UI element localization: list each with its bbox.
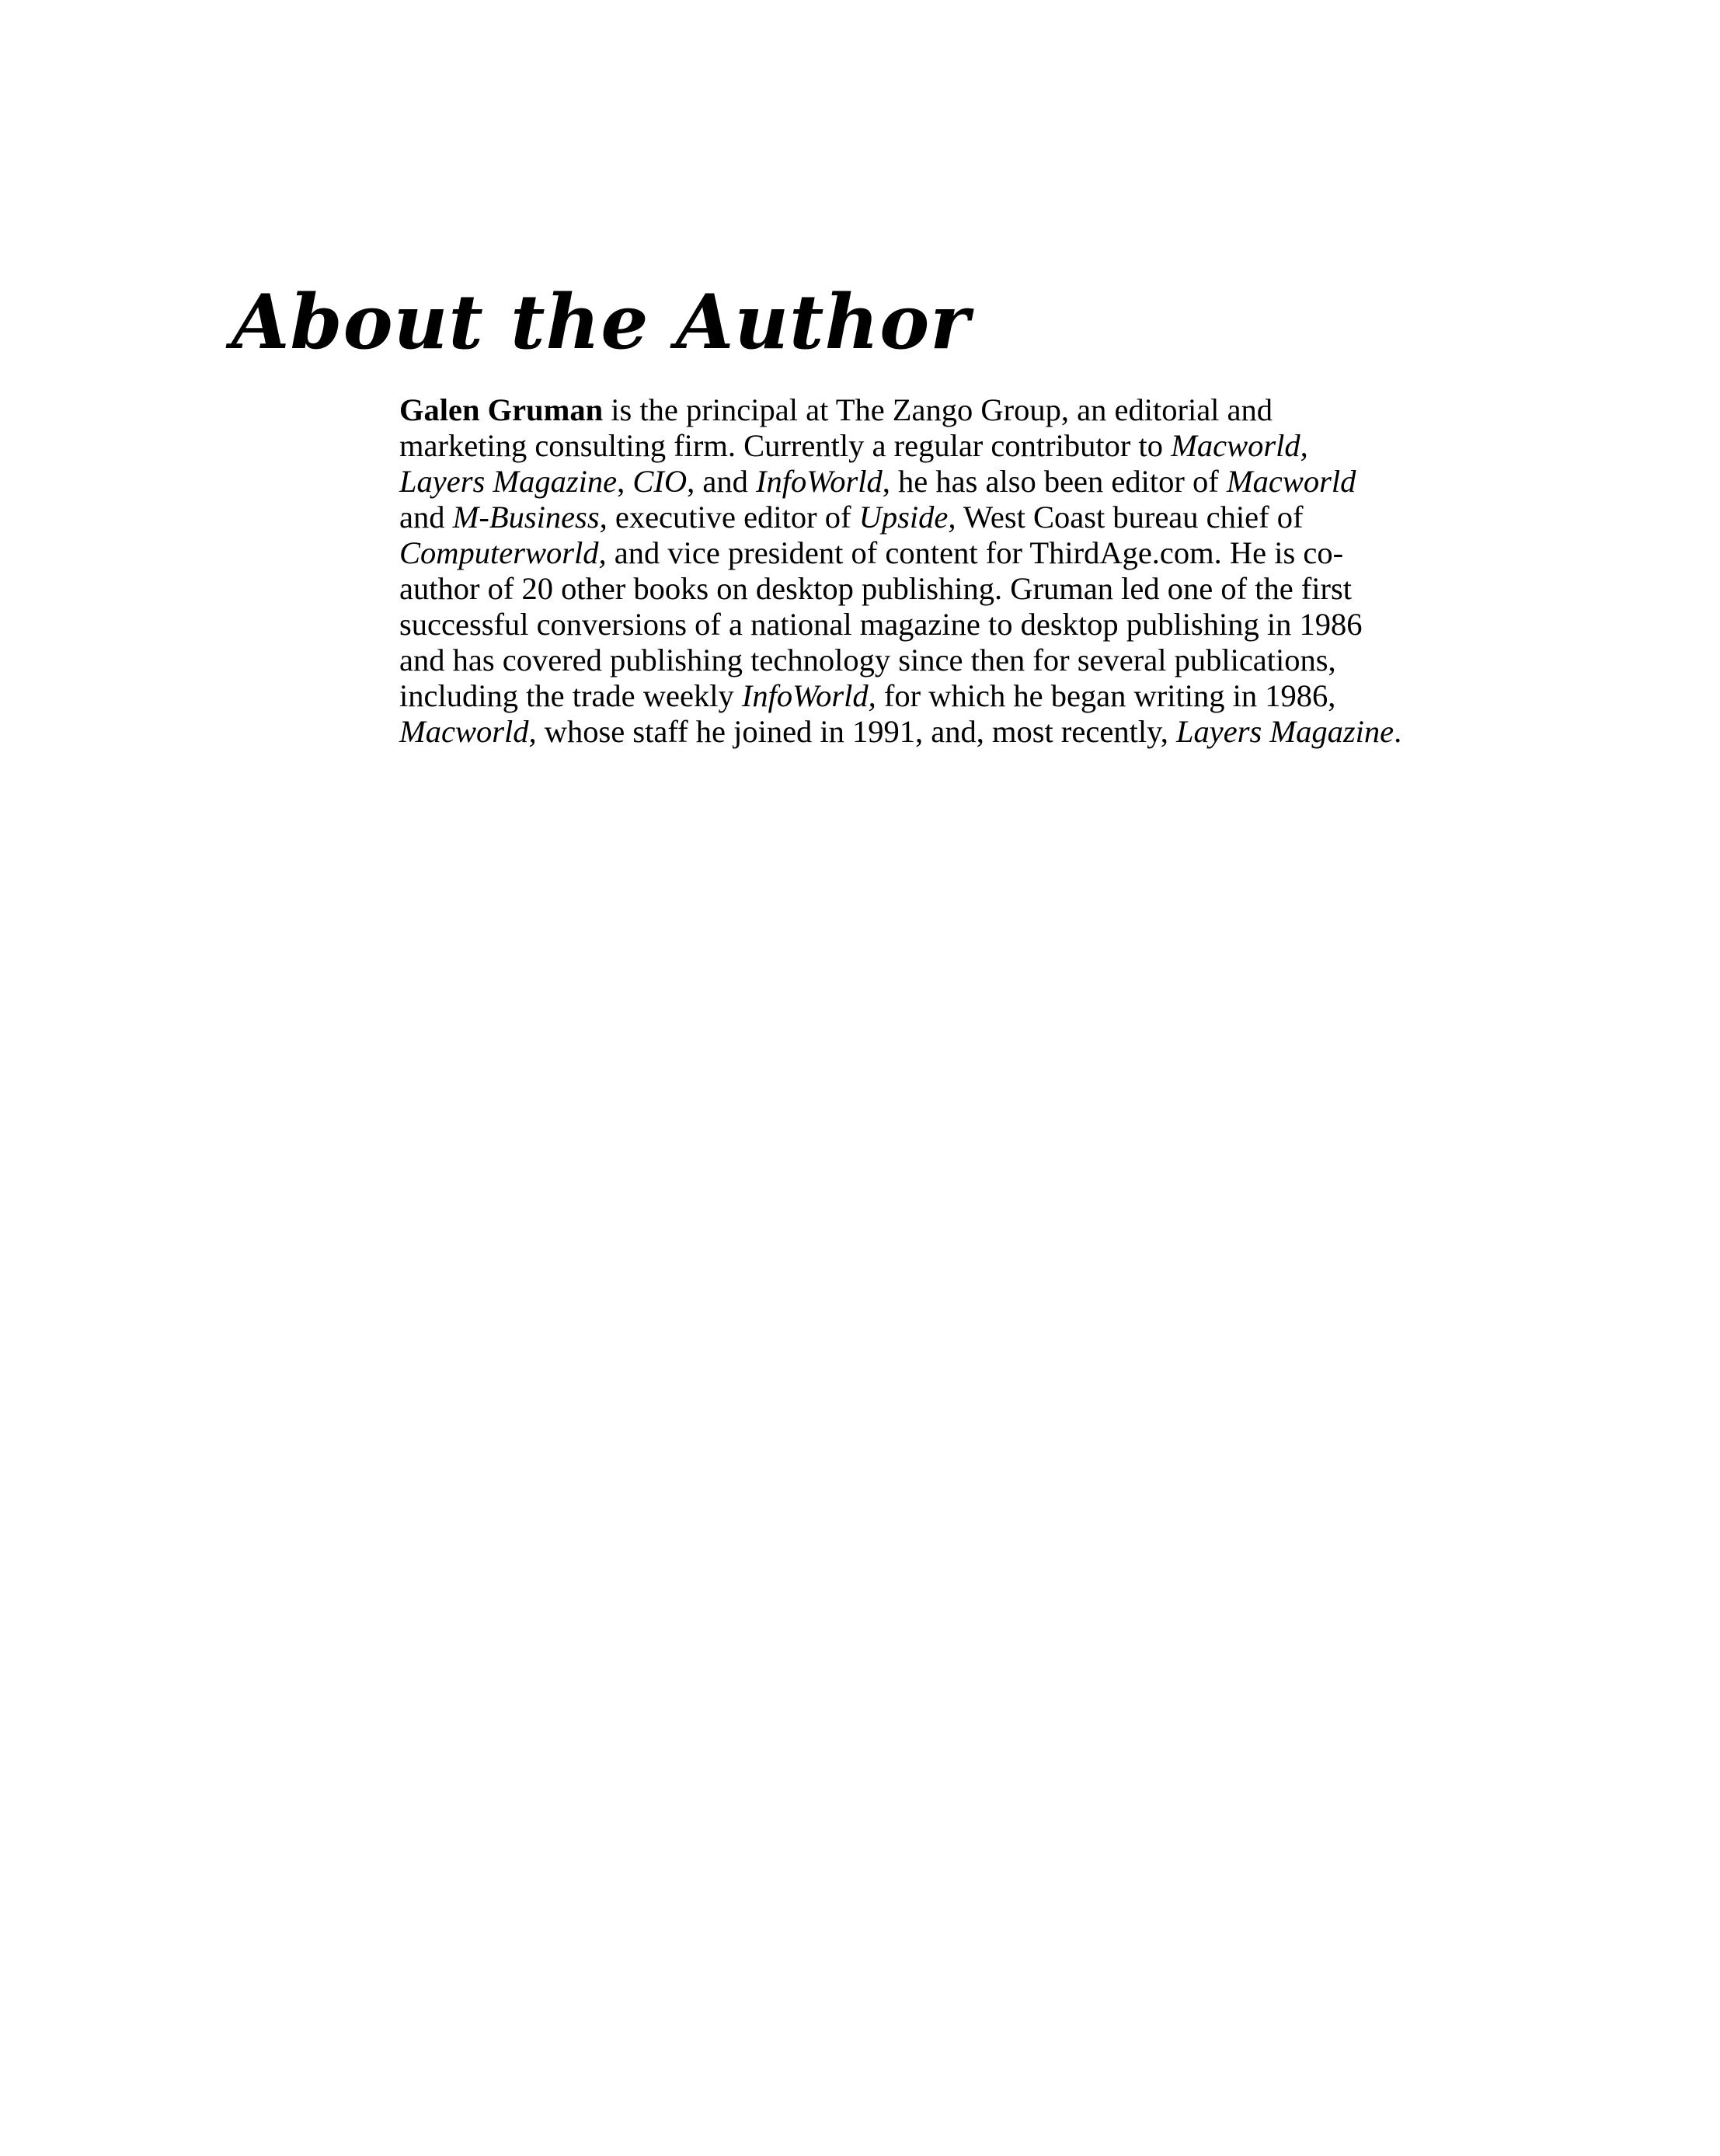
publication-title: M-Business, [452, 500, 608, 535]
bio-line [399, 607, 1487, 643]
bio-line [399, 678, 1487, 714]
publication-title: Layers Magazine [1175, 714, 1394, 749]
author-name: Galen Gruman [399, 392, 604, 427]
bio-text: successful conversions of a national magazine to desktop publishing in 1986 [399, 607, 1363, 642]
bio-line [399, 500, 1487, 535]
publication-title: CIO [632, 464, 688, 499]
bio-line [399, 643, 1487, 678]
author-bio [399, 392, 1487, 750]
bio-line [399, 714, 1487, 750]
page-title: About the Author [232, 278, 970, 366]
bio-text: and has covered publishing technology since then for several publications, [399, 643, 1336, 677]
bio-text: , he has also been editor of [882, 464, 1227, 499]
bio-line [399, 535, 1487, 571]
publication-title: Upside, [858, 500, 956, 535]
bio-text: and [399, 500, 453, 535]
bio-text: marketing consulting firm. Currently a regular contributor to [399, 428, 1172, 463]
bio-line [399, 571, 1487, 607]
bio-text: , [617, 464, 633, 499]
bio-line [399, 428, 1487, 464]
publication-title: Computerworld, [399, 535, 607, 570]
publication-title: Macworld, [399, 714, 537, 749]
bio-text: and vice president of content for ThirdAge.com. He is co- [606, 535, 1344, 570]
bio-text: West Coast bureau chief of [956, 500, 1304, 535]
publication-title: Macworld [1226, 464, 1356, 499]
bio-text: author of 20 other books on desktop publishing. Gruman led one of the first [399, 571, 1353, 606]
publication-title: InfoWorld [755, 464, 883, 499]
bio-text: . [1394, 714, 1402, 749]
bio-text: is the principal at The Zango Group, an editorial and [603, 392, 1273, 427]
bio-line [399, 464, 1487, 500]
publication-title: Layers Magazine [399, 464, 618, 499]
bio-text: executive editor of [607, 500, 859, 535]
publication-title: Macworld, [1171, 428, 1308, 463]
bio-text: , and [687, 464, 756, 499]
bio-text: for which he began writing in 1986, [876, 678, 1336, 713]
bio-text: including the trade weekly [399, 678, 742, 713]
bio-line [399, 392, 1487, 428]
publication-title: InfoWorld, [741, 678, 876, 713]
bio-text: whose staff he joined in 1991, and, most recently, [536, 714, 1176, 749]
